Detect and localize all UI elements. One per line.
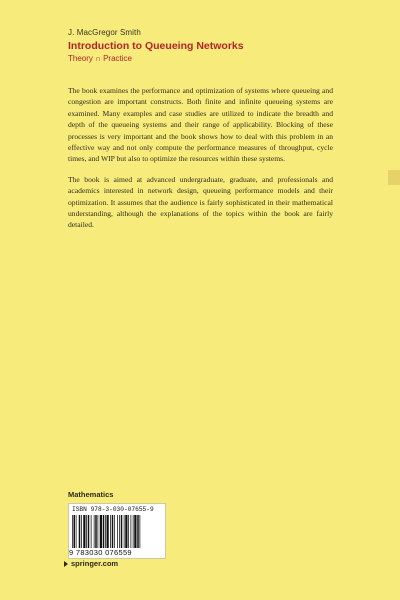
description-paragraph-1: The book examines the performance and optimization of systems where queueing and congestion are important constructs. Both finite and infinite queueing systems are examined. Many examples and case studies are utilized to indicate the breadth and depth of the queueing systems and their range of applicability. Blocking of these processes is very important and the book shows how to deal with this problem in an effective way and not only compute the performance measures of throughput, cycle times, and WIP but also to optimize the resources within these systems. bbox=[68, 86, 333, 164]
isbn-barcode bbox=[68, 503, 166, 559]
description-paragraph-2: The book is aimed at advanced undergraduate, graduate, and professionals and academics interested in network design, queueing performance models and their optimization. It assumes that the audience is fairly sophisticated in their mathematical understanding, although the explanations of the topics within the book are fairly detailed. bbox=[68, 174, 333, 230]
arrow-right-icon bbox=[64, 561, 68, 567]
publisher-label: springer.com bbox=[71, 559, 119, 568]
publisher-link[interactable] bbox=[64, 559, 118, 568]
barcode-digits: 9 783030 076559 bbox=[69, 548, 132, 557]
cover-header bbox=[68, 28, 368, 63]
isbn-number: ISBN 978-3-030-07655-9 bbox=[72, 506, 154, 513]
subject-category: Mathematics bbox=[68, 490, 114, 499]
book-title: Introduction to Queueing Networks bbox=[68, 40, 244, 52]
side-tab-marker bbox=[388, 170, 400, 185]
book-description bbox=[68, 85, 333, 240]
barcode-icon bbox=[72, 515, 162, 548]
author-name: J. MacGregor Smith bbox=[68, 28, 141, 37]
book-subtitle: Theory ∩ Practice bbox=[68, 54, 132, 63]
